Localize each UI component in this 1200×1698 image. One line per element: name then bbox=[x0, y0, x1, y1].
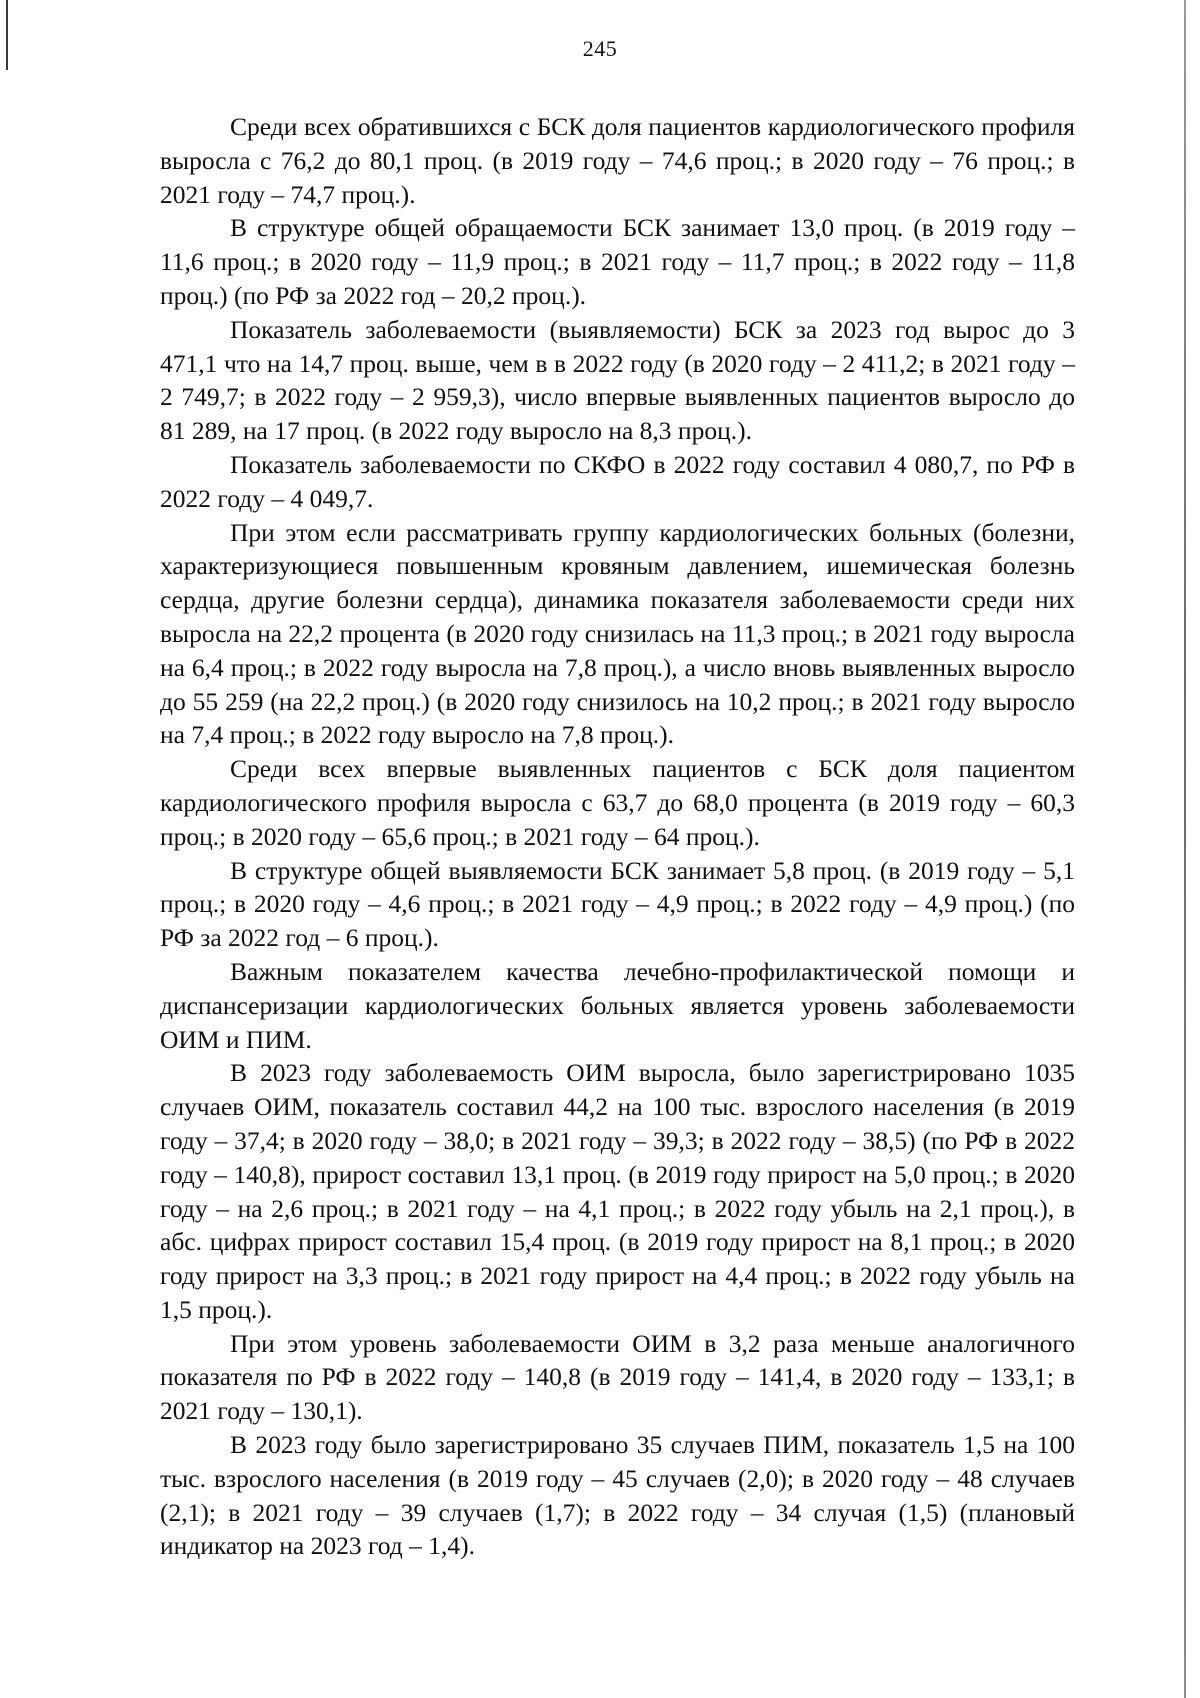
paragraph-cardiology-group-dynamics: При этом если рассматривать группу кардиологических больных (болезни, характеризующиеся повышенным кровяным давлением, ишемическая болезнь сердца, другие болезни сердца), динамика показателя заболеваемости среди них выросла на 22,2 процента (в 2020 году снизилась на 11,3 проц.; в 2021 году выросла на 6,4 проц.; в 2022 году выросла на 7,8 проц.), а число вновь выявленных выросло до 55 259 (на 22,2 проц.) (в 2020 году снизилось на 10,2 проц.; в 2021 году выросло на 7,4 проц.; в 2022 году выросло на 7,8 проц.). bbox=[160, 517, 1075, 750]
paragraph-skfo-rf-comparison: Показатель заболеваемости по СКФО в 2022 году составил 4 080,7, по РФ в 2022 году – 4 049,7. bbox=[160, 449, 1075, 513]
paragraph-detection-structure: В структуре общей выявляемости БСК занимает 5,8 проц. (в 2019 году – 5,1 проц.; в 2020 году – 4,6 проц.; в 2021 году – 4,9 проц.; в 2022 году – 4,9 проц.) (по РФ за 2022 год – 6 проц.). bbox=[160, 855, 1075, 953]
paragraph-appeal-structure: В структуре общей обращаемости БСК занимает 13,0 проц. (в 2019 году – 11,6 проц.; в 2020 году – 11,9 проц.; в 2021 году – 11,7 проц.; в 2022 году – 11,8 проц.) (по РФ за 2022 год – 20,2 проц.). bbox=[160, 213, 1075, 310]
paragraph-morbidity-rate: Показатель заболеваемости (выявляемости) БСК за 2023 год вырос до 3 471,1 что на 14,7 проц. выше, чем в в 2022 году (в 2020 году – 2 411,2; в 2021 году – 2 749,7; в 2022 году – 2 959,3), число впервые выявленных пациентов выросло до 81 289, на 17 проц. (в 2022 году выросло на 8,3 проц.). bbox=[160, 314, 1075, 446]
paragraph-quality-indicator: Важным показателем качества лечебно-профилактической помощи и диспансеризации кардиологических больных является уровень заболеваемости ОИМ и ПИМ. bbox=[160, 956, 1075, 1054]
paragraph-ami-incidence: В 2023 году заболеваемость ОИМ выросла, было зарегистрировано 1035 случаев ОИМ, показатель составил 44,2 на 100 тыс. взрослого населения (в 2019 году – 37,4; в 2020 году – 38,0; в 2021 году – 39,3; в 2022 году – 38,5) (по РФ в 2022 году – 140,8), прирост составил 13,1 проц. (в 2019 году прирост на 5,0 проц.; в 2020 году – на 2,6 проц.; в 2021 году – на 4,1 проц.; в 2022 году убыль на 2,1 проц.), в абс. цифрах прирост составил 15,4 проц. (в 2019 году прирост на 8,1 проц.; в 2020 году прирост на 3,3 проц.; в 2021 году прирост на 4,4 проц.; в 2022 году убыль на 1,5 проц.). bbox=[160, 1058, 1075, 1324]
document-body bbox=[160, 110, 1075, 1563]
page-number: 245 bbox=[582, 36, 618, 61]
paragraph-cardiology-share-appeals: Среди всех обратившихся с БСК доля пациентов кардиологического профиля выросла с 76,2 до 80,1 проц. (в 2019 году – 74,6 проц.; в 2020 году – 76 проц.; в 2021 году – 74,7 проц.). bbox=[160, 112, 1075, 209]
paragraph-cardiology-share-new-cases: Среди всех впервые выявленных пациентов с БСК доля пациентом кардиологического профиля выросла с 63,7 до 68,0 процента (в 2019 году – 60,3 проц.; в 2020 году – 65,6 проц.; в 2021 году – 64 проц.). bbox=[160, 754, 1075, 851]
paragraph-recurrent-mi: В 2023 году было зарегистрировано 35 случаев ПИМ, показатель 1,5 на 100 тыс. взрослого населения (в 2019 году – 45 случаев (2,0); в 2020 году – 48 случаев (2,1); в 2021 году – 39 случаев (1,7); в 2022 году – 34 случая (1,5) (плановый индикатор на 2023 год – 1,4). bbox=[160, 1430, 1075, 1561]
paragraph-ami-rf-comparison: При этом уровень заболеваемости ОИМ в 3,2 раза меньше аналогичного показателя по РФ в 2022 году – 140,8 (в 2019 году – 141,4, в 2020 году – 133,1; в 2021 году – 130,1). bbox=[160, 1328, 1075, 1426]
scan-right-edge bbox=[1184, 0, 1186, 1698]
